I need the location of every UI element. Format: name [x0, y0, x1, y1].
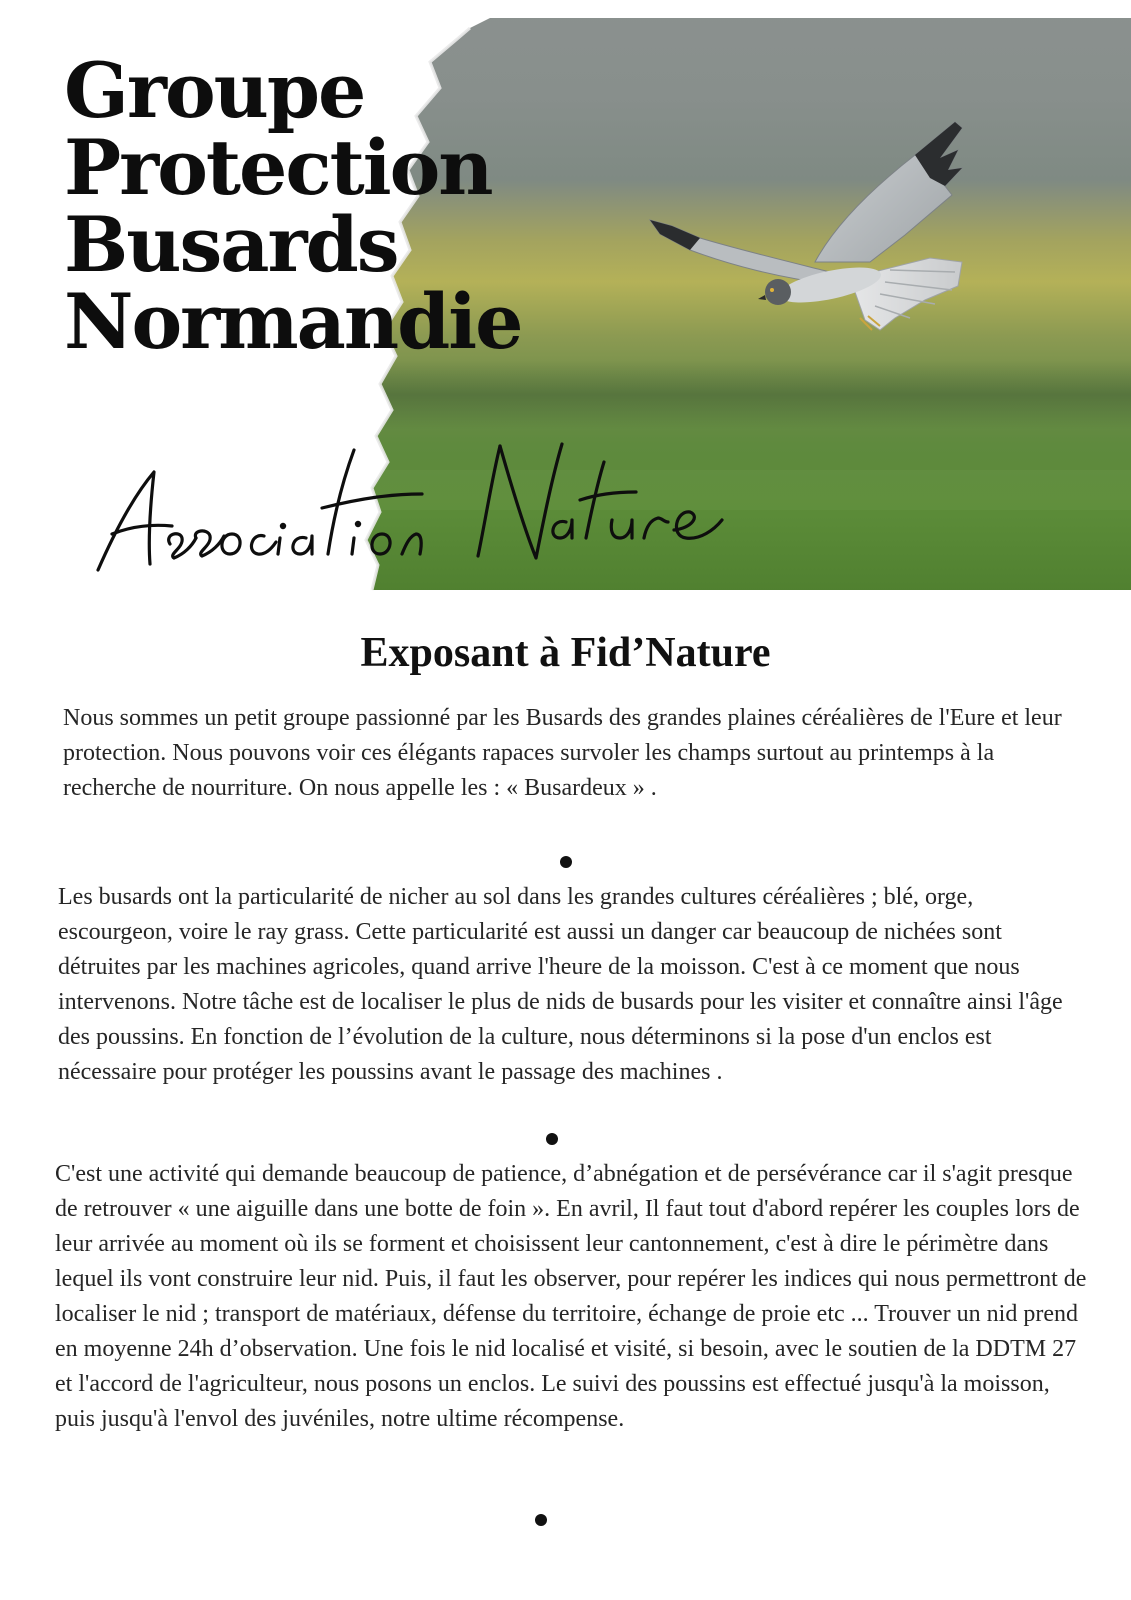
- bullet-separator: [546, 1133, 558, 1145]
- paragraph-intro: Nous sommes un petit groupe passionné par les Busards des grandes plaines céréalières de l'Eure et leur protection. Nous pouvons voir ces élégants rapaces survoler les champs surtout au printemps à la recherche de nourriture. On nous appelle les : « Busardeux » .: [63, 705, 1062, 801]
- tagline-text: [92, 438, 732, 588]
- title-line: Normandie: [64, 277, 522, 366]
- paragraph-activity: C'est une activité qui demande beaucoup de patience, d’abnégation et de persévérance car il s'agit presque de retrouver « une aiguille dans une botte de foin ». En avril, Il faut tout d'abord repérer les couples lors de leur arrivée au moment où ils se forment et choisissent leur cantonnement, c'est à dire le périmètre dans lequel ils vont construire leur nid. Puis, il faut les observer, pour repérer les indices qui nous permettront de localiser le nid ; transport de matériaux, défense du territoire, échange de proie etc ... Trouver un nid prend en moyenne 24h d’observation. Une fois le nid localisé et visité, si besoin, avec le soutien de la DDTM 27 et l'accord de l'agriculteur, nous posons un enclos. Le suivi des poussins est effectué jusqu'à la moisson, puis jusqu'à l'envol des juvéniles, notre ultime récompense.: [55, 1161, 1087, 1432]
- tagline: [92, 438, 732, 588]
- page-title: [64, 46, 522, 366]
- bullet-separator: [560, 856, 572, 868]
- hero-section: [0, 0, 1131, 600]
- bullet-separator: [535, 1514, 547, 1526]
- section-heading: Exposant à Fid’Nature: [360, 630, 771, 676]
- paragraph-nesting: Les busards ont la particularité de nicher au sol dans les grandes cultures céréalières ; blé, orge, escourgeon, voire le ray grass. Cette particularité est aussi un danger car beaucoup de nichées sont détruites par les machines agricoles, quand arrive l'heure de la moisson. C'est à ce moment que nous intervenons. Notre tâche est de localiser le plus de nids de busards pour les visiter et connaître ainsi l'âge des poussins. En fonction de l’évolution de la culture, nous déterminons si la pose d'un enclos est nécessaire pour protéger les poussins avant le passage des machines .: [58, 884, 1063, 1085]
- title-line: Protection: [64, 123, 492, 212]
- title-line: Groupe: [64, 46, 365, 135]
- title-line: Busards: [64, 200, 398, 289]
